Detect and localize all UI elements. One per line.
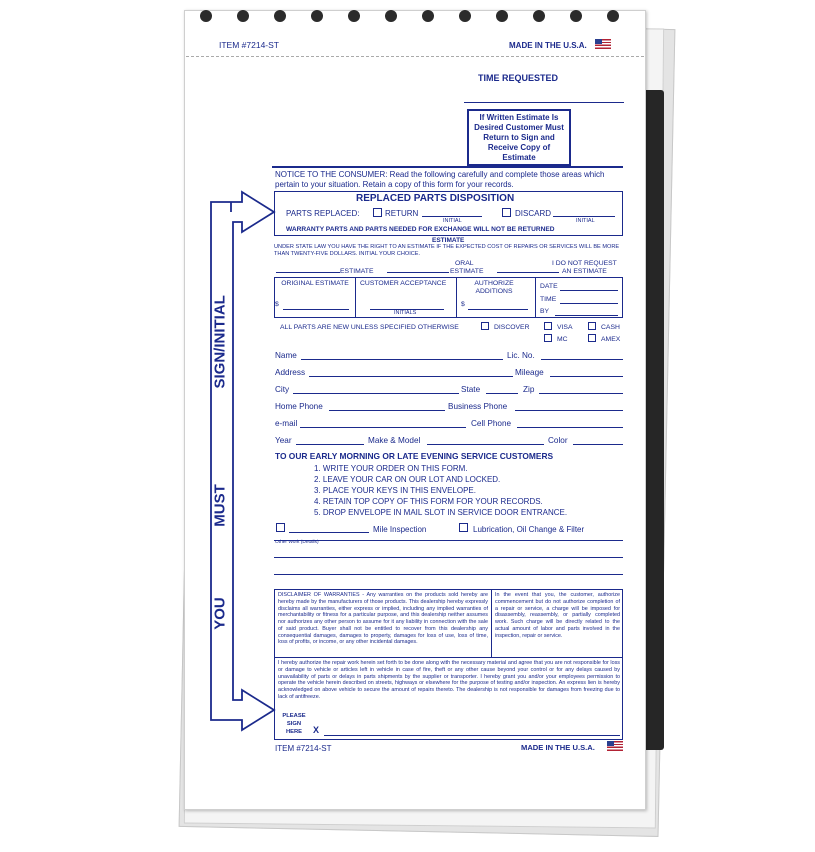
punch-hole [459, 10, 471, 22]
cash-label: CASH [601, 324, 620, 331]
discard-checkbox[interactable] [502, 208, 511, 217]
oral-estimate-line[interactable] [387, 272, 449, 273]
authorize-additions-label: AUTHORIZE ADDITIONS [474, 280, 514, 295]
signature-line[interactable] [324, 735, 620, 736]
cell-phone-label: Cell Phone [471, 419, 512, 428]
estimate-option-label: ESTIMATE [340, 268, 374, 275]
discover-checkbox[interactable] [481, 322, 489, 330]
zip-field[interactable] [539, 393, 623, 394]
home-phone-label: Home Phone [275, 402, 323, 411]
initials-caption: INITIALS [394, 310, 417, 316]
disclaimer-text: DISCLAIMER OF WARRANTIES - Any warranties on the products sold hereby are hereby made by the manufacturers of those products. This dealership hereby expressly disclaims all warranties, either express or implied, including any implied warranties of merchantability or fitness for a particular purpose, and this dealership neither assumes nor authorizes any other person to assume for it any liability in connection with the sale of said product. Buyer shall not be entitled to recover from this dealership any consequential damages, damages to property, damages for loss of use, loss of time, loss of profits, or income, or any other incidental damages. [278, 592, 488, 646]
home-phone-field[interactable] [329, 410, 445, 411]
year-label: Year [275, 436, 292, 445]
address-field[interactable] [309, 376, 513, 377]
parts-new-note: ALL PARTS ARE NEW UNLESS SPECIFIED OTHERWISE [280, 324, 459, 331]
early-service-heading: TO OUR EARLY MORNING OR LATE EVENING SERVICE CUSTOMERS [275, 451, 554, 461]
lube-label: Lubrication, Oil Change & Filter [473, 525, 585, 534]
customer-acceptance-label: CUSTOMER ACCEPTANCE [360, 280, 447, 287]
please-sign-here: PLEASE SIGN HERE [282, 713, 306, 735]
zip-label: Zip [523, 385, 535, 394]
parts-replaced-label: PARTS REPLACED: [286, 209, 360, 218]
lube-checkbox[interactable] [459, 523, 468, 532]
business-phone-label: Business Phone [448, 402, 508, 411]
us-flag-icon [595, 39, 611, 49]
replaced-parts-title: REPLACED PARTS DISPOSITION [356, 193, 515, 204]
other-work-line[interactable] [274, 557, 623, 558]
top-rule [272, 166, 623, 168]
cash-checkbox[interactable] [588, 322, 596, 330]
footer-item-code: ITEM #7214-ST [275, 744, 332, 753]
oral-estimate-label: ESTIMATE [450, 268, 484, 275]
time-line[interactable] [560, 303, 618, 304]
lic-no-label: Lic. No. [507, 351, 535, 360]
amex-checkbox[interactable] [588, 334, 596, 342]
punch-hole [200, 10, 212, 22]
side-label-sign-initial: SIGN/INITIAL [211, 295, 229, 389]
grid-divider [535, 277, 536, 318]
color-field[interactable] [573, 444, 623, 445]
warranty-notice: WARRANTY PARTS AND PARTS NEEDED FOR EXCHANGE WILL NOT BE RETURNED [286, 226, 555, 233]
mileage-field[interactable] [550, 376, 623, 377]
discard-initial-caption: INITIAL [576, 218, 595, 224]
time-requested-line[interactable] [464, 102, 624, 103]
time-label: TIME [540, 296, 557, 303]
name-field[interactable] [301, 359, 503, 360]
punch-hole [274, 10, 286, 22]
grid-divider [355, 277, 356, 318]
disclaimer-divider [491, 589, 492, 657]
discard-label: DISCARD [515, 209, 552, 218]
sign-initial-arrow-icon [198, 190, 278, 740]
early-service-step: 5. DROP ENVELOPE IN MAIL SLOT IN SERVICE DOOR ENTRANCE. [314, 508, 568, 517]
estimate-law-text: UNDER STATE LAW YOU HAVE THE RIGHT TO AN ESTIMATE IF THE EXPECTED COST OF REPAIRS OR SERVICES WILL BE MORE THAN TWENTY-FIVE DOLLARS. INITIAL YOUR CHOICE. [274, 244, 620, 257]
state-field[interactable] [486, 393, 518, 394]
punch-hole [311, 10, 323, 22]
time-requested-label: TIME REQUESTED [478, 73, 559, 83]
early-service-step: 2. LEAVE YOUR CAR ON OUR LOT AND LOCKED. [314, 475, 501, 484]
punch-hole [533, 10, 545, 22]
email-field[interactable] [300, 427, 466, 428]
visa-checkbox[interactable] [544, 322, 552, 330]
punch-hole [496, 10, 508, 22]
make-model-field[interactable] [427, 444, 544, 445]
original-estimate-line[interactable] [283, 309, 349, 310]
dollar-sign: $ [275, 301, 279, 308]
lic-no-field[interactable] [541, 359, 623, 360]
return-label: RETURN [385, 209, 419, 218]
discard-initial-line[interactable] [553, 216, 615, 217]
by-line[interactable] [555, 315, 618, 316]
address-label: Address [275, 368, 306, 377]
city-label: City [275, 385, 290, 394]
authorization-text: I hereby authorize the repair work herein set forth to be done along with the necessary material and agree that you are not responsible for loss or damage to vehicle or articles left in vehicle in case of fire, theft or any other cause beyond your control or for any delays caused by unavailability of parts or delays in parts shipments by the supplier or transporter. I hereby grant you and/or your employees permission to operate the vehicle herein described on streets, highways or elsewhere for the purpose of testing and/or inspection. An express lien is hereby acknowledged on above vehicle to secure the amount of repairs thereto. The dealership is not responsible for damages from freezing due to lack of antifreeze. [278, 660, 620, 700]
original-estimate-label: ORIGINAL ESTIMATE [281, 280, 349, 287]
early-service-step: 3. PLACE YOUR KEYS IN THIS ENVELOPE. [314, 486, 476, 495]
by-label: BY [540, 308, 550, 315]
other-work-rule [274, 540, 623, 541]
disclaimer-rule [274, 657, 623, 658]
make-model-label: Make & Model [368, 436, 421, 445]
punch-hole [237, 10, 249, 22]
early-service-step: 4. RETAIN TOP COPY OF THIS FORM FOR YOUR RECORDS. [314, 497, 543, 506]
mile-inspection-label: Mile Inspection [373, 525, 427, 534]
other-work-line[interactable] [274, 574, 623, 575]
return-checkbox[interactable] [373, 208, 382, 217]
other-work-label: Other Work (Details) [275, 540, 319, 545]
business-phone-field[interactable] [515, 410, 623, 411]
punch-hole [348, 10, 360, 22]
year-field[interactable] [296, 444, 364, 445]
mile-inspection-field[interactable] [289, 532, 369, 533]
estimate-heading: ESTIMATE [432, 237, 465, 244]
perforation-line [186, 56, 644, 57]
punch-hole [385, 10, 397, 22]
consumer-notice: NOTICE TO THE CONSUMER: Read the following carefully and complete those areas which pertain to your situation. Retain a copy of this form for your records. [275, 170, 605, 189]
return-initial-caption: INITIAL [443, 218, 462, 224]
early-service-step: 1. WRITE YOUR ORDER ON THIS FORM. [314, 464, 468, 473]
authorization-cost-text: In the event that you, the customer, authorize commencement but do not authorize completion of a repair or service, a charge will be imposed for disassembly, reassembly, or partially completed work. Such charge will be directly related to the actual amount of labor and parts involved in the inspection, repair or service. [495, 592, 620, 639]
grid-divider [456, 277, 457, 318]
date-label: DATE [540, 283, 558, 290]
punch-hole [422, 10, 434, 22]
city-field[interactable] [293, 393, 459, 394]
us-flag-icon [607, 741, 623, 751]
oral-label: ORAL [455, 260, 474, 267]
side-label-you: YOU [211, 597, 229, 630]
side-label-must: MUST [211, 484, 229, 527]
authorize-additions-line[interactable] [468, 309, 528, 310]
color-label: Color [548, 436, 568, 445]
written-estimate-text: If Written Estimate Is Desired Customer Must Return to Sign and Receive Copy of Estimate [474, 113, 564, 162]
visa-label: VISA [557, 324, 573, 331]
footer-made-in: MADE IN THE U.S.A. [521, 743, 595, 752]
header-item-code: ITEM #7214-ST [219, 40, 279, 50]
mileage-label: Mileage [515, 368, 544, 377]
dollar-sign: $ [461, 301, 465, 308]
cell-phone-field[interactable] [517, 427, 623, 428]
header-made-in: MADE IN THE U.S.A. [509, 41, 587, 50]
punch-hole [607, 10, 619, 22]
no-estimate-label-2: AN ESTIMATE [562, 268, 607, 275]
no-estimate-line[interactable] [497, 272, 559, 273]
email-label: e-mail [275, 419, 298, 428]
return-initial-line[interactable] [422, 216, 482, 217]
signature-x: X [313, 725, 320, 735]
state-label: State [461, 385, 481, 394]
amex-label: AMEX [601, 336, 621, 343]
date-line[interactable] [560, 290, 618, 291]
discover-label: DISCOVER [494, 324, 530, 331]
no-estimate-label: I DO NOT REQUEST [552, 260, 617, 267]
written-estimate-line[interactable] [276, 272, 340, 273]
mc-checkbox[interactable] [544, 334, 552, 342]
punch-hole [570, 10, 582, 22]
mc-label: MC [557, 336, 568, 343]
name-label: Name [275, 351, 297, 360]
